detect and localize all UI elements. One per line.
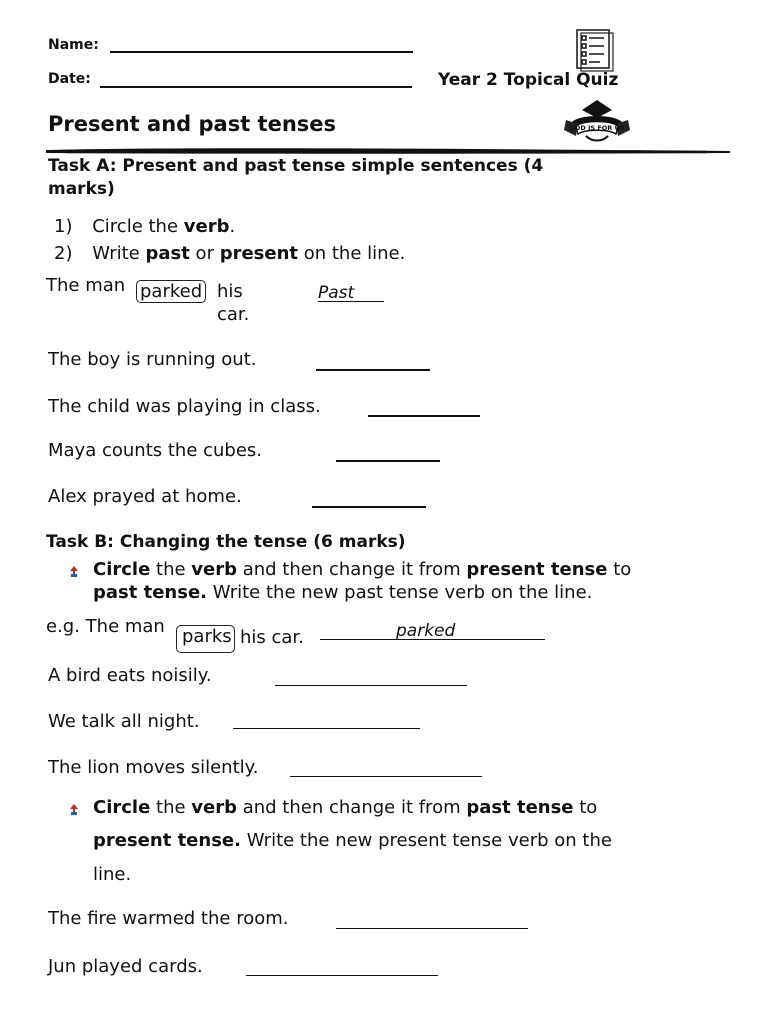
example-b-suffix: his car. bbox=[240, 627, 304, 648]
example-b-circled-verb: parks bbox=[176, 625, 235, 653]
text: the bbox=[150, 559, 192, 580]
task-a-title-line2: marks) bbox=[48, 179, 115, 199]
task-b-bullet1-line2 bbox=[93, 582, 592, 603]
text: to bbox=[573, 797, 598, 818]
instruction-text: . bbox=[229, 216, 236, 237]
sentence-b5: Jun played cards. bbox=[48, 956, 203, 977]
text: to bbox=[607, 559, 632, 580]
sentence-a3: Maya counts the cubes. bbox=[48, 440, 263, 461]
text: Write the new past tense verb on the line. bbox=[207, 582, 593, 603]
date-label: Date: bbox=[48, 71, 91, 87]
date-field[interactable] bbox=[100, 86, 412, 88]
logo-text: GOD IS FOR US bbox=[569, 124, 625, 132]
task-b-title: Task B: Changing the tense (6 marks) bbox=[46, 532, 406, 552]
instruction-number: 1) bbox=[54, 216, 73, 237]
example-a-answer: Past bbox=[318, 283, 355, 303]
quiz-title: Year 2 Topical Quiz bbox=[438, 70, 619, 90]
instruction-text: on the line. bbox=[298, 243, 406, 264]
answer-line-a2[interactable] bbox=[368, 415, 480, 417]
text: and then change it from bbox=[237, 797, 467, 818]
example-b-answer: parked bbox=[396, 621, 456, 641]
task-b-bullet2-line3: line. bbox=[93, 864, 132, 885]
bold-text: present tense. bbox=[93, 830, 241, 851]
bold-text: past tense bbox=[466, 797, 574, 818]
text: the bbox=[150, 797, 192, 818]
bold-text: verb bbox=[191, 559, 237, 580]
answer-line-a4[interactable] bbox=[312, 506, 426, 508]
answer-line-b5[interactable] bbox=[246, 975, 438, 976]
answer-line-b4[interactable] bbox=[336, 928, 528, 929]
sentence-a2: The child was playing in class. bbox=[48, 396, 321, 417]
sentence-b3: The lion moves silently. bbox=[48, 757, 259, 778]
answer-line-b2[interactable] bbox=[233, 728, 420, 729]
example-a-line bbox=[318, 301, 384, 302]
task-a-title-line1: Task A: Present and past tense simple sentences (4 bbox=[48, 156, 544, 176]
school-logo bbox=[556, 96, 638, 146]
bold-text: present tense bbox=[466, 559, 608, 580]
instruction-text: Write bbox=[92, 243, 146, 264]
sentence-b4: The fire warmed the room. bbox=[48, 908, 289, 929]
instruction-bold: verb bbox=[183, 216, 230, 237]
sentence-b2: We talk all night. bbox=[48, 711, 200, 732]
page-title: Present and past tenses bbox=[48, 112, 337, 136]
bullet-arrow-icon bbox=[68, 804, 80, 816]
instruction-1 bbox=[54, 216, 235, 237]
instruction-2 bbox=[54, 243, 405, 264]
name-field[interactable] bbox=[110, 51, 413, 53]
bold-text: past tense. bbox=[93, 582, 208, 603]
text: Write the new present tense verb on the bbox=[240, 830, 612, 851]
sentence-b1: A bird eats noisily. bbox=[48, 665, 212, 686]
example-b-prefix: e.g. The man bbox=[46, 616, 165, 637]
task-b-bullet2-line2 bbox=[93, 830, 612, 851]
text: and then change it from bbox=[237, 559, 467, 580]
answer-line-a3[interactable] bbox=[336, 460, 440, 462]
answer-line-b1[interactable] bbox=[275, 685, 467, 686]
answer-line-b3[interactable] bbox=[290, 776, 482, 777]
task-b-bullet1-line1 bbox=[93, 559, 631, 580]
answer-line-a1[interactable] bbox=[316, 369, 430, 371]
sentence-a4: Alex prayed at home. bbox=[48, 486, 242, 507]
instruction-bold: past bbox=[145, 243, 190, 264]
instruction-text: Circle the bbox=[92, 216, 184, 237]
instruction-bold: present bbox=[219, 243, 298, 264]
task-b-bullet2-line1 bbox=[93, 797, 597, 818]
name-label: Name: bbox=[48, 37, 99, 53]
bold-text: Circle bbox=[93, 559, 151, 580]
instruction-number: 2) bbox=[54, 243, 73, 264]
example-a-circled-verb: parked bbox=[136, 280, 206, 303]
instruction-text: or bbox=[189, 243, 220, 264]
bold-text: verb bbox=[191, 797, 237, 818]
bullet-arrow-icon bbox=[68, 566, 80, 578]
example-a-suffix-1: his bbox=[217, 281, 243, 302]
example-a-prefix: The man bbox=[46, 275, 126, 296]
sentence-a1: The boy is running out. bbox=[48, 349, 257, 370]
bold-text: Circle bbox=[93, 797, 151, 818]
example-a-suffix-2: car. bbox=[217, 304, 250, 325]
example-b-line bbox=[320, 639, 545, 640]
checklist-icon bbox=[574, 28, 616, 72]
